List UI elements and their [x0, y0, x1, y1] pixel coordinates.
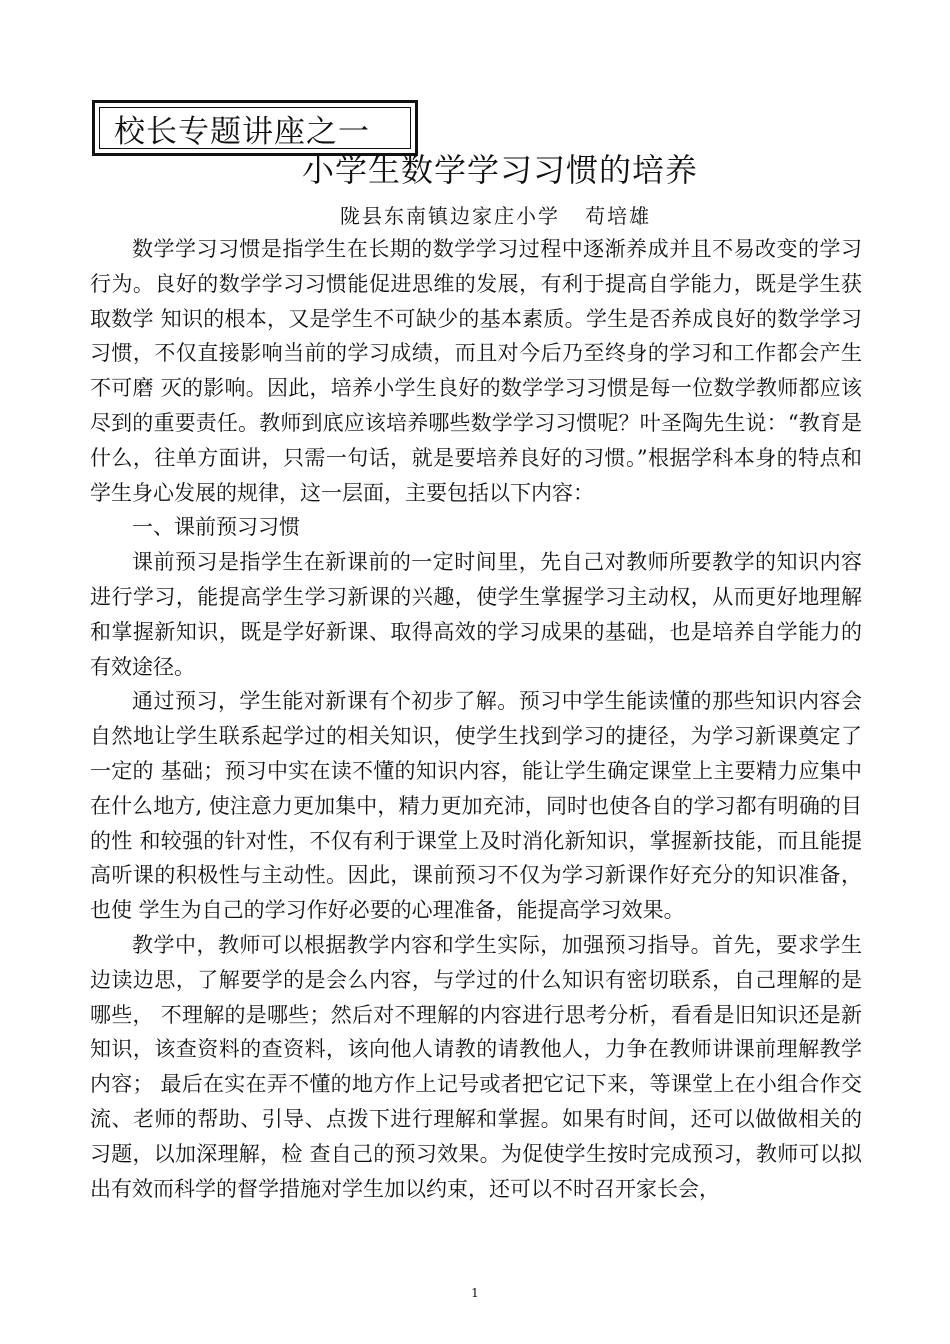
paragraph: 教学中，教师可以根据教学内容和学生实际，加强预习指导。首先，要求学生边读边思，了解要学的是会么内容，与学过的什么知识有密切联系，自己理解的是哪些， 不理解的是哪些；然后对不理解的内容进行思考分析，看看是旧知识还是新知识，该查资料的查资料，该向他人请教的请教他人，力争在教师讲课前理解教学内容； 最后在实在弄不懂的地方作上记号或者把它记下来，等课堂上在小组合作交流、老师的帮助、引导、点拨下进行理解和掌握。如果有时间，还可以做做相关的习题，以加深理解，检 查自己的预习效果。为促使学生按时完成预习，教师可以拟出有效而科学的督学措施对学生加以约束，还可以不时召开家长会， — [90, 932, 862, 1201]
author-line: 陇县东南镇边家庄小学 苟培雄 — [340, 204, 652, 228]
article-body — [90, 232, 862, 1206]
series-label: 校长专题讲座之一 — [99, 107, 411, 149]
page-number: 1 — [471, 1286, 479, 1300]
section-heading: 一、课前预习习惯 — [132, 515, 300, 540]
paragraph: 通过预习，学生能对新课有个初步了解。预习中学生能读懂的那些知识内容会自然地让学生联系起学过的相关知识，使学生找到学习的捷径，为学习新课奠定了一定的 基础；预习中实在读不懂的知识内容，能让学生确定课堂上主要精力应集中在什么地方, 使注意力更加集中，精力更加充沛，同时也使各自的学习都有明确的目的性 和较强的针对性，不仅有利于课堂上及时消化新知识，掌握新技能，而且能提高听课的积极性与主动性。因此，课前预习不仅为学习新课作好充分的知识准备，也使 学生为自己的学习作好必要的心理准备，能提高学习效果。 — [90, 689, 862, 923]
paragraph: 课前预习是指学生在新课前的一定时间里，先自己对教师所要教学的知识内容进行学习，能提高学生学习新课的兴趣，使学生掌握学习主动权，从而更好地理解和掌握新知识，既是学好新课、取得高效的学习成果的基础，也是培养自学能力的有效途径。 — [90, 550, 862, 679]
page-title: 小学生数学学习习惯的培养 — [301, 151, 698, 189]
paragraph-intro: 数学学习习惯是指学生在长期的数学学习过程中逐渐养成并且不易改变的学习行为。良好的数学学习习惯能促进思维的发展，有利于提高自学能力，既是学生获取数学 知识的根本，又是学生不可缺少的基本素质。学生是否养成良好的数学学习习惯，不仅直接影响当前的学习成绩，而且对今后乃至终身的学习和工作都会产生不可磨 灭的影响。因此，培养小学生良好的数学学习习惯是每一位数学教师都应该尽到的重要责任。教师到底应该培养哪些数学学习习惯呢？叶圣陶先生说：“教育是什么，往单方面讲，只需一句话，就是要培养良好的习惯。”根据学科本身的特点和学生身心发展的规律，这一层面，主要包括以下内容： — [90, 237, 862, 505]
